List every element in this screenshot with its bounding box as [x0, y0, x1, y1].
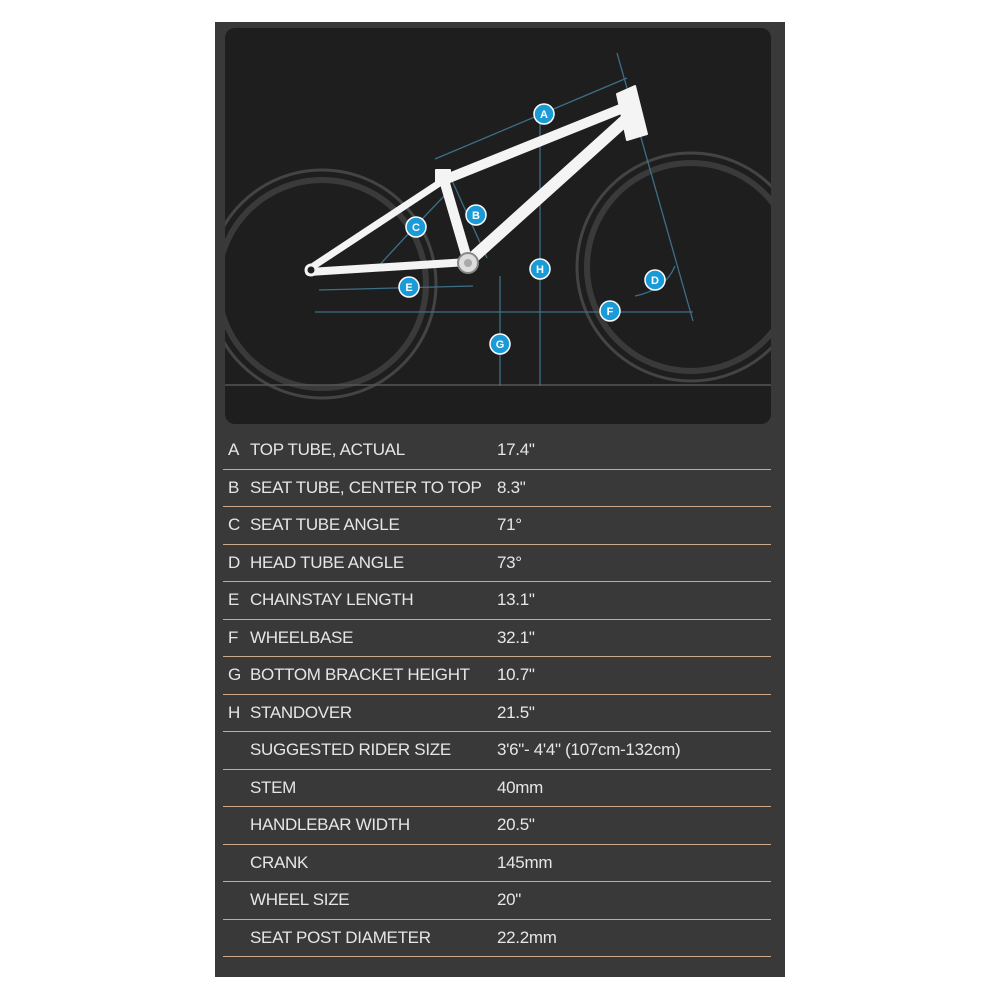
- spec-value: 71°: [497, 515, 522, 534]
- spec-row-standover: [223, 695, 771, 733]
- spec-row-head-tube-angle: [223, 545, 771, 583]
- spec-label: SEAT TUBE, CENTER TO TOP: [250, 477, 482, 497]
- spec-letter: A: [228, 440, 240, 459]
- bike-frame: [309, 86, 647, 272]
- spec-value: 40mm: [497, 777, 544, 797]
- spec-row-bb-height: [223, 657, 771, 695]
- frame-diagram-svg: [225, 28, 771, 424]
- geometry-spec-table: [223, 432, 771, 957]
- geometry-panel: [215, 22, 785, 977]
- spec-label: SEAT TUBE ANGLE: [250, 515, 400, 534]
- spec-row-chainstay: [223, 582, 771, 620]
- spec-row-stem: [223, 770, 771, 808]
- svg-text:C: C: [412, 222, 420, 234]
- spec-row-wheel-size: [223, 882, 771, 920]
- spec-label: WHEEL SIZE: [250, 890, 350, 909]
- spec-label: HEAD TUBE ANGLE: [250, 552, 404, 572]
- marker-d-badge: [645, 270, 665, 290]
- spec-label: BOTTOM BRACKET HEIGHT: [250, 665, 470, 684]
- bike-geometry-diagram: [225, 28, 771, 424]
- bottom-bracket: [458, 253, 478, 273]
- spec-value: 145mm: [497, 852, 553, 872]
- svg-text:D: D: [651, 275, 659, 287]
- spec-letter: H: [228, 702, 241, 722]
- spec-row-crank: [223, 845, 771, 883]
- marker-f-badge: [600, 301, 620, 321]
- spec-value: 20.5": [497, 815, 535, 834]
- spec-label: CHAINSTAY LENGTH: [250, 590, 414, 609]
- svg-text:G: G: [495, 339, 505, 351]
- spec-label: SEAT POST DIAMETER: [250, 927, 431, 947]
- spec-row-seat-tube: [223, 470, 771, 508]
- spec-row-seat-tube-angle: [223, 507, 771, 545]
- spec-value: 17.4": [497, 440, 535, 459]
- spec-value: 21.5": [497, 702, 535, 722]
- spec-value: 8.3": [497, 477, 526, 497]
- spec-row-seat-post-diameter: [223, 920, 771, 958]
- spec-value: 22.2mm: [497, 927, 557, 947]
- svg-text:H: H: [536, 264, 544, 276]
- spec-row-handlebar-width: [223, 807, 771, 845]
- spec-label: STANDOVER: [250, 702, 352, 722]
- marker-c-badge: [406, 217, 426, 237]
- spec-value: 10.7": [497, 665, 535, 684]
- spec-letter: D: [228, 552, 241, 572]
- spec-label: HANDLEBAR WIDTH: [250, 815, 410, 834]
- spec-row-rider-size: [223, 732, 771, 770]
- spec-value: 3'6"- 4'4" (107cm-132cm): [497, 740, 681, 759]
- spec-value: 73°: [497, 552, 522, 572]
- spec-label: STEM: [250, 777, 297, 797]
- spec-row-top-tube: [223, 432, 771, 470]
- marker-a-badge: [534, 104, 554, 124]
- spec-value: 32.1": [497, 627, 535, 647]
- spec-label: CRANK: [250, 852, 309, 872]
- svg-text:A: A: [540, 109, 548, 121]
- spec-letter: B: [228, 477, 240, 497]
- rear-dropout: [306, 265, 316, 275]
- spec-letter: C: [228, 515, 241, 534]
- svg-text:B: B: [472, 210, 480, 222]
- marker-e-badge: [399, 277, 419, 297]
- spec-letter: E: [228, 590, 240, 609]
- spec-value: 20": [497, 890, 522, 909]
- marker-g-badge: [490, 334, 510, 354]
- svg-text:F: F: [606, 306, 614, 318]
- spec-row-wheelbase: [223, 620, 771, 658]
- spec-value: 13.1": [497, 590, 535, 609]
- marker-h-badge: [530, 259, 550, 279]
- marker-b-badge: [466, 205, 486, 225]
- spec-letter: F: [228, 627, 239, 647]
- spec-label: WHEELBASE: [250, 627, 354, 647]
- spec-label: SUGGESTED RIDER SIZE: [250, 740, 451, 759]
- svg-text:E: E: [405, 282, 413, 294]
- spec-label: TOP TUBE, ACTUAL: [250, 440, 405, 459]
- spec-letter: G: [228, 665, 242, 684]
